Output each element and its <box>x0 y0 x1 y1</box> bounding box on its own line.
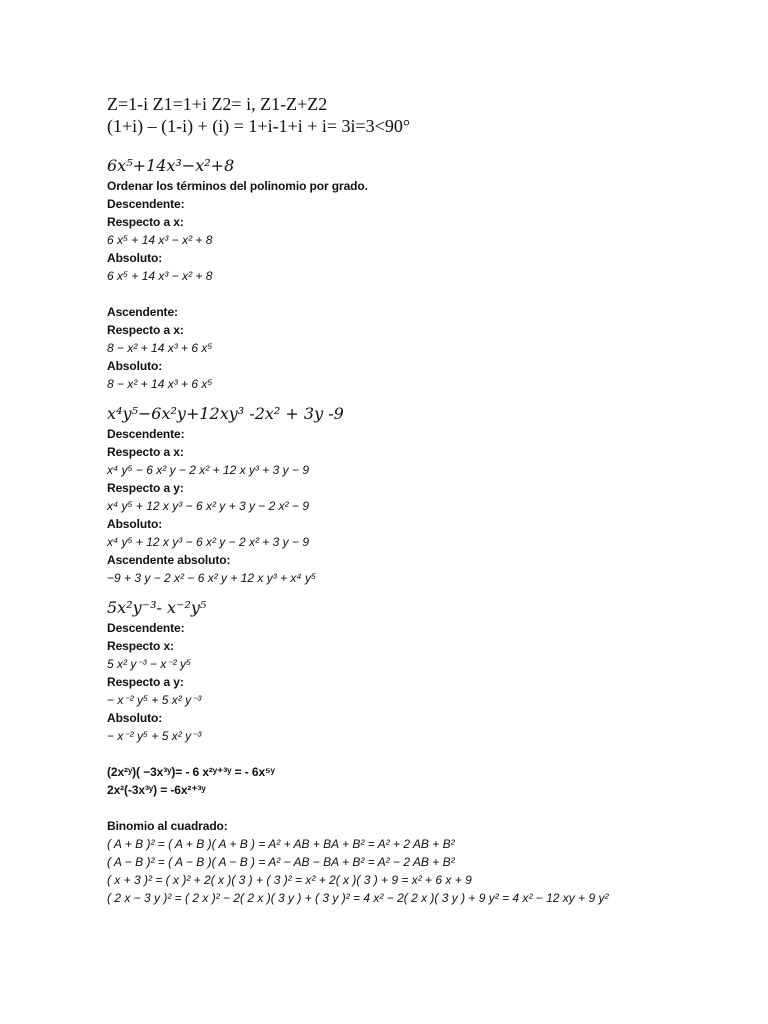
poly3-desc-label: Descendente: <box>107 621 185 635</box>
complex-definitions: Z=1-i Z1=1+i Z2= i, Z1-Z+Z2 <box>107 94 328 114</box>
poly1-intro: Ordenar los términos del polinomio por grado. <box>107 179 368 193</box>
poly2-asc-abs-expr: −9 + 3 y − 2 x² − 6 x² y + 12 x y³ + x⁴ y⁵ <box>107 571 316 585</box>
document-page <box>107 93 747 907</box>
product-line-2: 2x²(-3x³ʸ) = -6x²⁺³ʸ <box>107 783 206 797</box>
poly3-title: 5x²y⁻³- x⁻²y⁵ <box>107 598 207 617</box>
poly2-resp-y-expr: x⁴ y⁵ + 12 x y³ − 6 x² y + 3 y − 2 x² − 9 <box>107 499 309 513</box>
poly2-resp-y-label: Respecto a y: <box>107 481 184 495</box>
poly2-title: x⁴y⁵−6x²y+12xy³ -2x² + 3y -9 <box>107 404 344 423</box>
poly1-desc-label: Descendente: <box>107 197 185 211</box>
poly3-resp-x-expr: 5 x² y⁻³ − x⁻² y⁵ <box>107 657 192 671</box>
poly1-asc-resp-x-expr: 8 − x² + 14 x³ + 6 x⁵ <box>107 341 213 355</box>
poly1-asc-abs-expr: 8 − x² + 14 x³ + 6 x⁵ <box>107 377 213 391</box>
binomial-eq-2: ( A − B )² = ( A − B )( A − B ) = A² − AB − BA + B² = A² − 2 AB + B² <box>107 855 455 869</box>
binomial-eq-3: ( x + 3 )² = ( x )² + 2( x )( 3 ) + ( 3 )² = x² + 2( x )( 3 ) + 9 = x² + 6 x + 9 <box>107 873 472 887</box>
poly3-abs-label: Absoluto: <box>107 711 163 725</box>
poly1-asc-label: Ascendente: <box>107 305 178 319</box>
binomial-eq-1: ( A + B )² = ( A + B )( A + B ) = A² + AB + BA + B² = A² + 2 AB + B² <box>107 837 455 851</box>
poly1-asc-resp-x-label: Respecto a x: <box>107 323 184 337</box>
poly2-resp-x-label: Respecto a x: <box>107 445 184 459</box>
poly2-abs-expr: x⁴ y⁵ + 12 x y³ − 6 x² y − 2 x² + 3 y − 9 <box>107 535 309 549</box>
complex-sum: (1+i) – (1-i) + (i) = 1+i-1+i + i= 3i=3<90° <box>107 116 411 136</box>
binomial-eq-4: ( 2 x − 3 y )² = ( 2 x )² − 2( 2 x )( 3 y ) + ( 3 y )² = 4 x² − 2( 2 x )( 3 y ) + 9 y² = 4 x² − 12 xy + 9 y² <box>107 891 609 905</box>
poly3-abs-expr: − x⁻² y⁵ + 5 x² y⁻³ <box>107 729 202 743</box>
poly2-desc-label: Descendente: <box>107 427 185 441</box>
poly2-resp-x-expr: x⁴ y⁵ − 6 x² y − 2 x² + 12 x y³ + 3 y − 9 <box>107 463 309 477</box>
poly1-asc-abs-label: Absoluto: <box>107 359 163 373</box>
poly3-resp-x-label: Respecto x: <box>107 639 174 653</box>
binomial-label: Binomio al cuadrado: <box>107 819 228 833</box>
poly2-abs-label: Absoluto: <box>107 517 163 531</box>
poly1-title: 6x⁵+14x³−x²+8 <box>107 156 235 175</box>
poly1-resp-x-label: Respecto a x: <box>107 215 184 229</box>
poly1-abs-expr: 6 x⁵ + 14 x³ − x² + 8 <box>107 269 213 283</box>
poly1-abs-label: Absoluto: <box>107 251 163 265</box>
poly3-resp-y-expr: − x⁻² y⁵ + 5 x² y⁻³ <box>107 693 202 707</box>
poly3-resp-y-label: Respecto a y: <box>107 675 184 689</box>
poly1-resp-x-expr: 6 x⁵ + 14 x³ − x² + 8 <box>107 233 213 247</box>
poly2-asc-abs-label: Ascendente absoluto: <box>107 553 231 567</box>
product-line-1: (2x²ʸ)( −3x³ʸ)= - 6 x²ʸ⁺³ʸ = - 6x⁵ʸ <box>107 765 275 779</box>
